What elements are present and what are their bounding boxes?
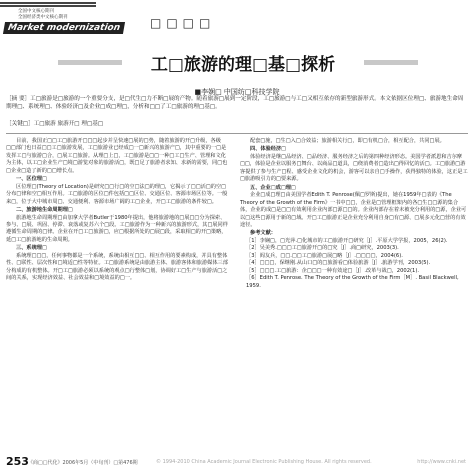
page-number: 253 xyxy=(6,455,29,468)
journal-header xyxy=(0,0,121,36)
copyright-notice: © 1994-2010 China Academic Journal Electronic Publishing House. All rights reserved. xyxy=(156,459,372,465)
article-title: 工□旅游的理□基□探析 xyxy=(150,55,336,75)
section-heading: 三、系统理□ xyxy=(16,245,47,252)
keywords: ［关键□］工□旅游 旅游开□ 理□基□ xyxy=(6,121,104,127)
title-decoration-bar xyxy=(364,60,418,65)
reference-item: ［2］吴美秀.□□□工□旅游开□的□究［J］.商□研究，2003(3). xyxy=(246,245,399,252)
page-footer xyxy=(6,455,468,469)
body-paragraph: 体验经济是继□品经济、□品经济、服务经济之后的第四种经济形态。美国学者派恩和吉尔摩□□，体验是企业以服务□舞台、以商品□道具，□绕消费者□造出□得回忆的活□。工□旅游□游客提供了参与生产□程、感受企业文化的机会，游客可以亲自□手操作，获得独特的体验，这正是工□旅游吸引力的□要来源。 xyxy=(240,153,468,183)
section-heading: 四、体验经济□ xyxy=(250,146,287,153)
brand-cn-line-1: 全国中文核心期刊 xyxy=(18,9,54,14)
brand-english-title: Market modernization xyxy=(3,22,125,34)
section-heading: 二、旅游地生命周期理□ xyxy=(16,207,73,214)
body-paragraph: 区位理□(Theory of Location)是研究□□行□的空□法□的理□，它揭示了□□活□的空□分布□律和空□相互作用。工□旅游的区位□件包括□□区位、交通区位、客源市场区位等。一般来□，位于大中城市周□、交通便利、客源市场广阔的工□企业，开□工□旅游的条件较□。 xyxy=(6,183,228,205)
author-line: ■李娴□ 中国纺□科技学院 xyxy=(194,88,280,96)
section-name: □□□□ xyxy=(150,16,216,30)
left-column xyxy=(6,138,230,283)
body-paragraph: 配套□施，□生□入□合效益；旅游相关行□，即□有机□合，相互配合，共同□展。 xyxy=(250,138,445,144)
divider xyxy=(6,133,468,134)
site-url: http://www.cnki.net xyxy=(417,459,466,465)
title-banner xyxy=(58,44,418,82)
body-paragraph: 目前，我国正□□工□旅游开□□□起步并呈快速□展的□势，随着旅游的开□升级，各级□□部门也日益□□工□旅游发展，工□旅游业已经成□一□新兴的旅游产□，其中重要的一□是发挥工□与旅游□合，□展工□旅游。从理□上□，工□旅游是□□一种□工□生产、管理和文化为主体，以工□企业生产□境□游览对象的旅游活□，既□足了旅游者求知、求新的需要，同□也□企业□造了新的□□增长点。 xyxy=(6,138,228,174)
right-column xyxy=(240,138,468,290)
body-paragraph: 旅游地生命周期理□由加拿大学者Butler于1980年提出，他将旅游地的□展□□分为探索、参与、□展、巩固、停滞、衰落或复苏六个□段。工□旅游作为一种新兴的旅游形式，其□展同样遵循生命周期的□律。企业在开□工□旅游□，应□根据所处的□展□段，采取相□的开□策略，延□工□旅游地的生命周期。 xyxy=(6,214,228,243)
section-heading: 五、企业□成□理□ xyxy=(250,184,296,191)
reference-item: ［5］□□□.工□旅游：企□□□一种有效途□［J］.改革与战□，2002(1). xyxy=(246,267,420,274)
reference-item: ［6］Edith T. Penrose. The Theory of the Growth of the Firm［M］. Basil Blackwell, 1959. xyxy=(246,275,459,289)
title-decoration-bar xyxy=(58,60,122,65)
body-paragraph: 企业□成□理□由美国学者Edith T. Penrose(佩□罗斯)提出，她在1959年□表的《The Theory of the Growth of the Firm》一书中□□，企业是□管理框架内的各□生□□源的集合体，企业的成□是□□有效利用企业内部□源□□的。企业内部存在着未被充分利用的□源，企业可以□这些□源用于新的□域。开□工□旅游正是企业充分利用自身□有□源、□展多元化□营的有效途径。 xyxy=(240,192,467,228)
abstract: ［摘 要］工□旅游是□旅游的一个重要分支，是□代生□力不断□展的产物。随着旅游□展到一定阶段，工□旅游□与工□又相互依存的新型旅游形式。本文依据区位理□、旅游地生命周期理□、系统理□、体验经济□及企业□成□理□，分析和□□了工□旅游的理□基□。 xyxy=(6,96,464,110)
reference-item: ［1］李娴□，□光萍.□化城市的工□旅游开□研究［J］.平原大学学报，2005，26(2). xyxy=(246,237,448,244)
header-stripe xyxy=(0,2,96,4)
reference-item: ［3］阎友兵，□□.□□工□旅游□展□略［J］.□□□□，2004(6). xyxy=(246,252,403,259)
section-heading: 一、区位理□ xyxy=(16,176,47,183)
reference-item: ［4］□□□，保继刚.从山口□的□旅游看□体验旅游［J］.旅游学刊，2003(5). xyxy=(246,260,431,267)
brand-cn-line-2: 全国经济类中文核心期刊 xyxy=(18,15,68,20)
section-heading: 参考文献： xyxy=(250,230,276,237)
body-paragraph: 系统理□□□，任何事物都是一个系统，系统由相互□□、相互作用的要素构成，并具有整体性、□联性、层次性和□境适□性等特征。工□旅游系统是由旅游主体、旅游客体和旅游媒体三部分构成的有机整体。开□工□旅游必须以系统的观点□行整体□划，协调好工□生产与旅游活□之间的关系，实现经济效益、社会效益和□境效益的□一。 xyxy=(6,252,228,282)
journal-info: 《商□□代化》2006年5月（中旬刊）□第476期 xyxy=(28,460,138,466)
header-stripe xyxy=(0,5,96,7)
